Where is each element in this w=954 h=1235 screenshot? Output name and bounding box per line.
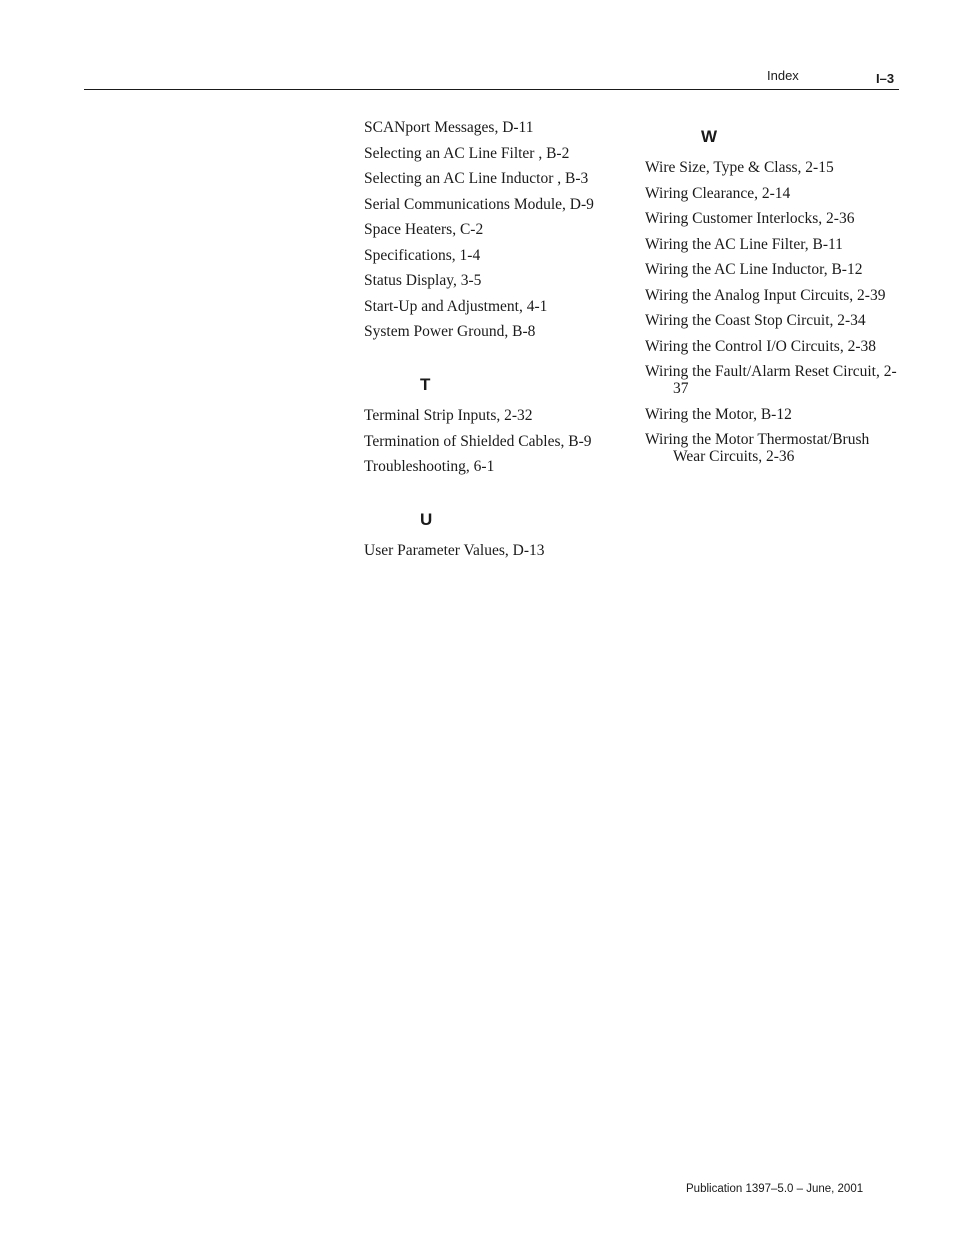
index-entry: Wiring the Motor Thermostat/Brush Wear Circuits, 2-36 [645,431,870,465]
index-group-s [364,119,624,340]
index-column-left [364,119,624,568]
index-entry: Start-Up and Adjustment, 4-1 [364,297,548,315]
index-entry: User Parameter Values, D-13 [364,542,545,559]
index-entry: Selecting an AC Line Filter , B-2 [364,144,570,162]
index-entry: Wiring the AC Line Filter, B-11 [645,235,843,253]
index-letter-heading: W [701,127,718,146]
index-entry: Selecting an AC Line Inductor , B-3 [364,170,589,187]
index-entry: Space Heaters, C-2 [364,221,484,238]
header-rule [84,89,899,90]
index-entry: SCANport Messages, D-11 [364,119,534,136]
index-entry: Wire Size, Type & Class, 2-15 [645,159,834,176]
index-group-u [364,510,624,559]
index-entry: Wiring the Analog Input Circuits, 2-39 [645,286,886,304]
index-entry: Specifications, 1-4 [364,246,481,264]
index-letter-heading: T [420,375,431,394]
index-entry: Wiring the Motor, B-12 [645,405,792,423]
index-group-t [364,375,624,475]
index-column-right [645,127,905,474]
index-entry: Wiring the Coast Stop Circuit, 2-34 [645,312,866,329]
index-letter-heading: U [420,510,433,529]
index-entry: Wiring the AC Line Inductor, B-12 [645,261,863,278]
header-page-number: I–3 [876,71,895,86]
index-entry: Terminal Strip Inputs, 2-32 [364,407,533,424]
index-entry: Wiring the Fault/Alarm Reset Circuit, 2-37 [645,363,897,397]
index-entry: Wiring the Control I/O Circuits, 2-38 [645,337,876,355]
index-group-w [645,127,905,465]
index-entry: System Power Ground, B-8 [364,323,536,340]
index-entry: Termination of Shielded Cables, B-9 [364,432,592,450]
header-section-title: Index [767,68,799,83]
index-entry: Wiring Customer Interlocks, 2-36 [645,210,855,227]
index-entry: Serial Communications Module, D-9 [364,195,594,213]
index-entry: Troubleshooting, 6-1 [364,458,495,475]
index-entry: Status Display, 3-5 [364,272,482,289]
index-entry: Wiring Clearance, 2-14 [645,184,791,202]
publication-footer: Publication 1397–5.0 – June, 2001 [686,1183,864,1195]
